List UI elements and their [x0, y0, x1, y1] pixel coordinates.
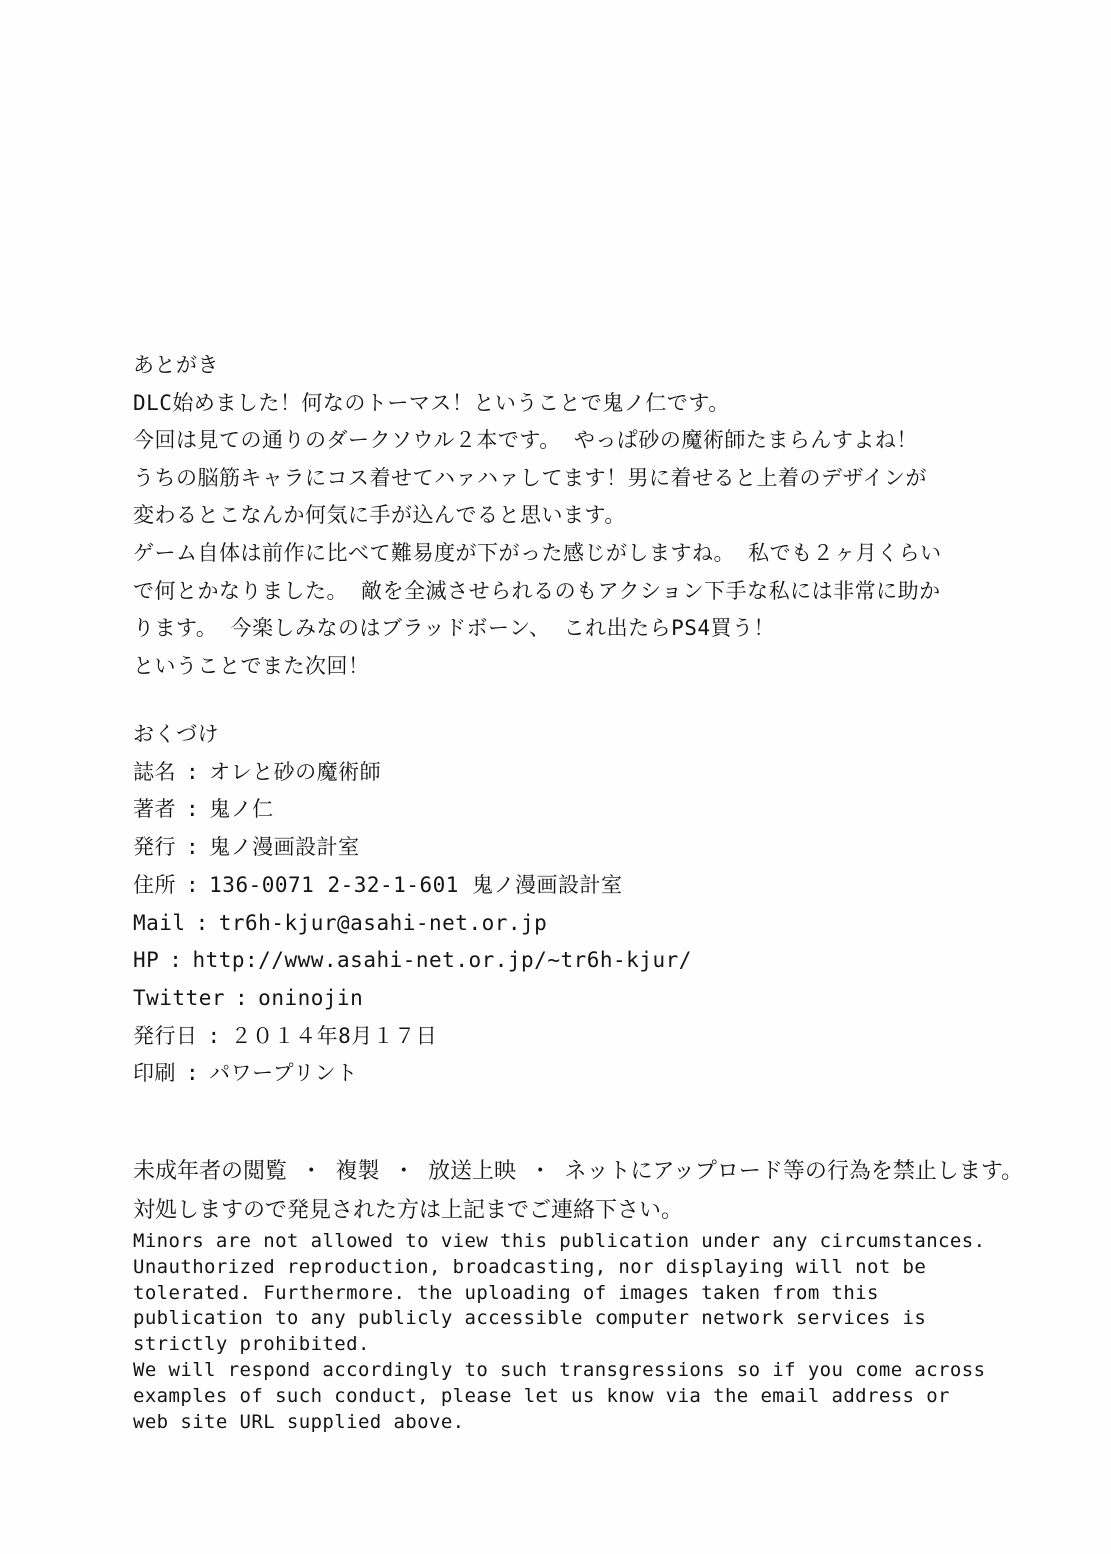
notice-en-line: publication to any publicly accessible computer network services is	[133, 1307, 927, 1330]
colophon-label: Twitter	[133, 985, 226, 1010]
afterword-section	[133, 347, 942, 685]
afterword-line: うちの脳筋キャラにコス着せてハァハァしてます！男に着せると上着のデザインが	[133, 465, 928, 490]
colophon-separator: :	[186, 797, 200, 822]
colophon-value-title: オレと砂の魔術師	[209, 759, 382, 784]
afterword-line: ゲーム自体は前作に比べて難易度が下がった感じがしますね。 私でも２ヶ月くらい	[133, 540, 942, 565]
colophon-label: 印刷	[133, 1061, 176, 1086]
colophon-value-pubdate: ２０１４年8月１７日	[230, 1023, 438, 1048]
colophon-heading: おくづけ	[133, 722, 219, 746]
notice-en-line: tolerated. Furthermore. the uploading of images taken from this	[133, 1281, 879, 1304]
colophon-separator: :	[186, 835, 200, 860]
notice-en-line: Unauthorized reproduction, broadcasting, nor displaying will not be	[133, 1255, 927, 1278]
notice-en-line: We will respond accordingly to such transgressions so if you come across	[133, 1358, 986, 1381]
colophon-label: HP	[133, 948, 160, 973]
colophon-row-twitter	[133, 980, 692, 1018]
colophon-separator: :	[235, 985, 249, 1010]
afterword-line: ということでまた次回！	[133, 653, 370, 678]
colophon-row-homepage	[133, 942, 692, 980]
notice-en-line: web site URL supplied above.	[133, 1410, 465, 1433]
colophon-row-address	[133, 867, 692, 905]
notice-en-line: Minors are not allowed to view this publication under any circumstances.	[133, 1230, 986, 1252]
colophon-row-pubdate	[133, 1018, 692, 1056]
afterword-heading: あとがき	[133, 353, 219, 377]
afterword-line: で何とかなりました。 敵を全滅させられるのもアクション下手な私には非常に助か	[133, 578, 941, 603]
afterword-line: ります。 今楽しみなのはブラッドボーン、 これ出たらPS4買う！	[133, 616, 776, 641]
afterword-line: 変わるとこなんか何気に手が込んでると思います。	[133, 503, 626, 528]
colophon-row-author	[133, 791, 692, 829]
notice-en-line: examples of such conduct, please let us know via the email address or	[133, 1384, 950, 1407]
colophon-section	[133, 716, 692, 1093]
colophon-row-mail	[133, 905, 692, 943]
colophon-value-address: 136-0071 2-32-1-601 鬼ノ漫画設計室	[209, 872, 623, 897]
colophon-value-twitter: oninojin	[258, 985, 364, 1010]
notice-japanese-section	[133, 1152, 1023, 1230]
afterword-line: DLC始めました！何なのトーマス！ということで鬼ノ仁です。	[133, 390, 730, 415]
notice-en-line: strictly prohibited.	[133, 1333, 370, 1356]
colophon-label: 発行	[133, 835, 176, 860]
afterword-line: 今回は見ての通りのダークソウル２本です。 やっぱ砂の魔術師たまらんすよね！	[133, 428, 918, 453]
colophon-label: Mail	[133, 910, 186, 935]
colophon-label: 著者	[133, 797, 176, 822]
colophon-value-mail: tr6h-kjur@asahi-net.or.jp	[218, 910, 548, 935]
colophon-label: 発行日	[133, 1023, 198, 1048]
colophon-separator: :	[195, 910, 209, 935]
colophon-separator: :	[169, 948, 183, 973]
colophon-value-publisher: 鬼ノ漫画設計室	[209, 835, 360, 860]
colophon-separator: :	[186, 759, 200, 784]
colophon-value-printer: パワープリント	[209, 1061, 358, 1086]
colophon-row-title	[133, 754, 692, 792]
colophon-value-author: 鬼ノ仁	[209, 797, 274, 822]
colophon-separator: :	[207, 1023, 221, 1048]
colophon-value-homepage: http://www.asahi-net.or.jp/~tr6h-kjur/	[192, 948, 692, 973]
colophon-row-printer	[133, 1055, 692, 1093]
colophon-separator: :	[186, 1061, 200, 1086]
notice-english-section	[133, 1229, 985, 1435]
colophon-row-publisher	[133, 829, 692, 867]
colophon-separator: :	[186, 872, 200, 897]
colophon-label: 誌名	[133, 759, 176, 784]
notice-jp-line: 対処しますので発見された方は上記までご連絡下さい。	[133, 1198, 684, 1223]
notice-jp-line: 未成年者の閲覧 ・ 複製 ・ 放送上映 ・ ネットにアップロード等の行為を禁止します。	[133, 1159, 1024, 1184]
colophon-label: 住所	[133, 872, 176, 897]
